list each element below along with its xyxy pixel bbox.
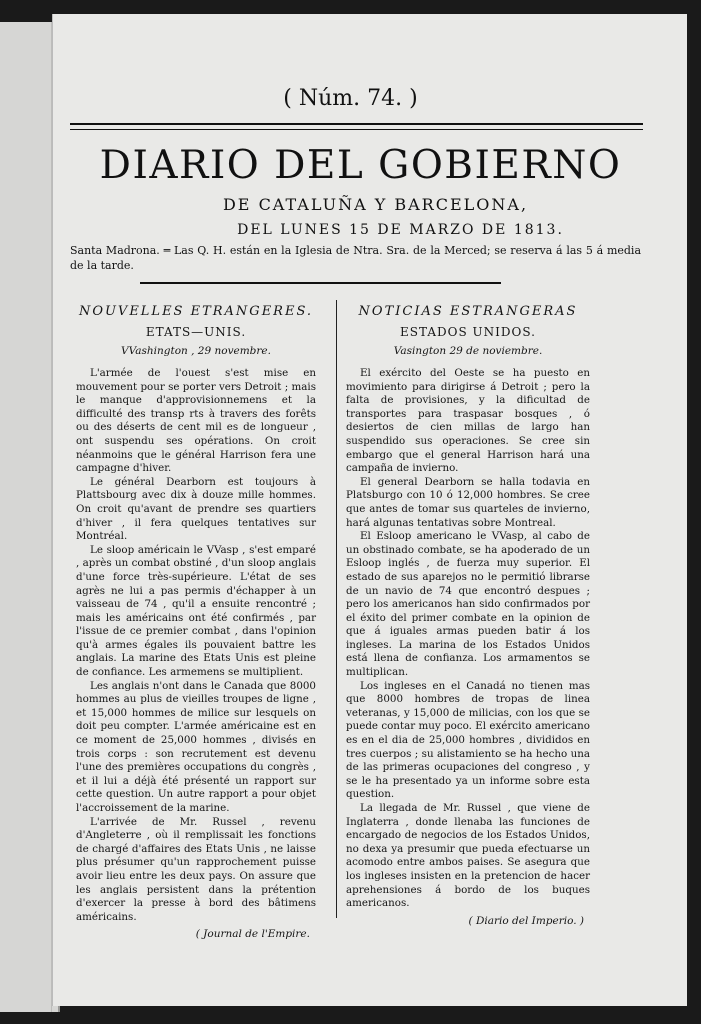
article-paragraph: Los ingleses en el Canadá no tienen mas que 8000 hombres de tropas de linea veteranas, y 15,000 de milicias, con los que se puede contar muy poco. El exército americano es en el dia de 25,000 hombres , divididos en tres cuerpos ; su alistamiento se ha hecho una de las primeras ocupaciones del congreso , y se le ha presentado ya un informe sobre esta question. bbox=[346, 679, 590, 801]
header-rule bbox=[70, 123, 643, 130]
left-column-country: ETATS—UNIS. bbox=[145, 325, 247, 339]
saint-notice: Santa Madrona. ═ Las Q. H. están en la Iglesia de Ntra. Sra. de la Merced; se reserva á las 5 á media de la tarde. bbox=[70, 244, 641, 272]
article-paragraph: El exército del Oeste se ha puesto en movimiento para dirigirse á Detroit ; pero la falta de provisiones, y la dificultad de transportes para traspasar bosques , ó desiertos de cien millas de largo han suspendido sus operaciones. Se cree sin embargo que el general Harrison hará una campaña de invierno. bbox=[346, 367, 590, 475]
left-column-dateline: VVashington , 29 novembre. bbox=[121, 345, 271, 357]
left-column-source: ( Journal de l'Empire. bbox=[195, 928, 310, 941]
left-column-heading: NOUVELLES ETRANGERES. bbox=[78, 304, 314, 319]
article-paragraph: Les anglais n'ont dans le Canada que 8000 hommes au plus de vieilles troupes de ligne , et 15,000 hommes de milice sur lesquels on doit peu compter. L'armée américaine est en ce moment de 25,000 hommes , divisés en trois corps : son recrutement est devenu l'une des premières occupations du congrès , et il lui a déjà été présenté un rapport sur cette question. Un autre rapport a pour objet l'accroissement de la marine. bbox=[76, 679, 316, 814]
left-facing-page bbox=[0, 22, 60, 1012]
article-paragraph: El Esloop americano le VVasp, al cabo de un obstinado combate, se ha apoderado de un Esloop inglés , de fuerza muy superior. El estado de sus aparejos no le permitió librarse de un navio de 74 que encontró despues ; pero los americanos han sido confirmados por el éxito del primer combate en la opinion de que á iguales armas pueden batir á los ingleses. La marina de los Estados Unidos está llena de confianza. Los armamentos se multiplican. bbox=[346, 530, 590, 679]
right-column-heading: NOTICIAS ESTRANGERAS bbox=[358, 304, 578, 319]
article-paragraph: El general Dearborn se halla todavia en Platsburgo con 10 ó 12,000 hombres. Se cree que antes de tomar sus quarteles de invierno, hará algunas tentativas sobre Montreal. bbox=[346, 475, 590, 529]
right-column-country: ESTADOS UNIDOS. bbox=[400, 325, 536, 339]
right-column-dateline: Vasington 29 de noviembre. bbox=[393, 345, 543, 357]
article-paragraph: L'armée de l'ouest s'est mise en mouvement pour se porter vers Detroit ; mais le manque d'approvisionnemens et la difficulté des transp rts à travers des forêts ou des déserts de cent mil es de longueur , ont suspendu ses opérations. On croit néanmoins que le général Harrison fera une campagne d'hiver. bbox=[76, 367, 316, 475]
section-rule bbox=[140, 282, 501, 284]
left-column bbox=[76, 304, 316, 940]
right-column bbox=[346, 304, 590, 927]
article-paragraph: L'arrivée de Mr. Russel , revenu d'Angleterre , où il remplissait les fonctions de chargé d'affaires des Etats Unis , ne laisse plus présumer qu'un rapprochement puisse avoir lieu entre les deux pays. On assure que les anglais persistent dans la prétention d'exercer la presse à bord des bâtimens américains. bbox=[76, 815, 316, 923]
issue-date: DEL LUNES 15 DE MARZO DE 1813. bbox=[237, 222, 564, 238]
column-divider bbox=[336, 300, 337, 918]
article-paragraph: La llegada de Mr. Russel , que viene de Inglaterra , donde llenaba las funciones de encargado de negocios de los Estados Unidos, no dexa ya presumir que pueda efectuarse un acomodo entre ambos paises. Se asegura que los ingleses insisten en la pretencion de hacer aprehensiones á bordo de los buques americanos. bbox=[346, 802, 590, 910]
newspaper-subtitle: DE CATALUÑA Y BARCELONA, bbox=[222, 195, 529, 214]
right-column-source: ( Diario del Imperio. ) bbox=[468, 914, 584, 927]
article-paragraph: Le général Dearborn est toujours à Plattsbourg avec dix à douze mille hommes. On croit qu'avant de prendre ses quartiers d'hiver , il fera quelques tentatives sur Montréal. bbox=[76, 475, 316, 543]
issue-number: ( Núm. 74. ) bbox=[283, 86, 418, 111]
article-paragraph: Le sloop américain le VVasp , s'est emparé , après un combat obstiné , d'un sloop anglais d'une force très-supérieure. L'état de ses agrès ne lui a pas permis d'échapper à un vaisseau de 74 , qu'il a ensuite rencontré ; mais les américains ont été confirmés , par l'issue de ce premier combat , dans l'opinion qu'à armes égales ils pouvaient battre les anglais. La marine des Etats Unis est pleine de confiance. Les armemens se multiplient. bbox=[76, 543, 316, 679]
newspaper-title: DIARIO DEL GOBIERNO bbox=[99, 143, 622, 188]
